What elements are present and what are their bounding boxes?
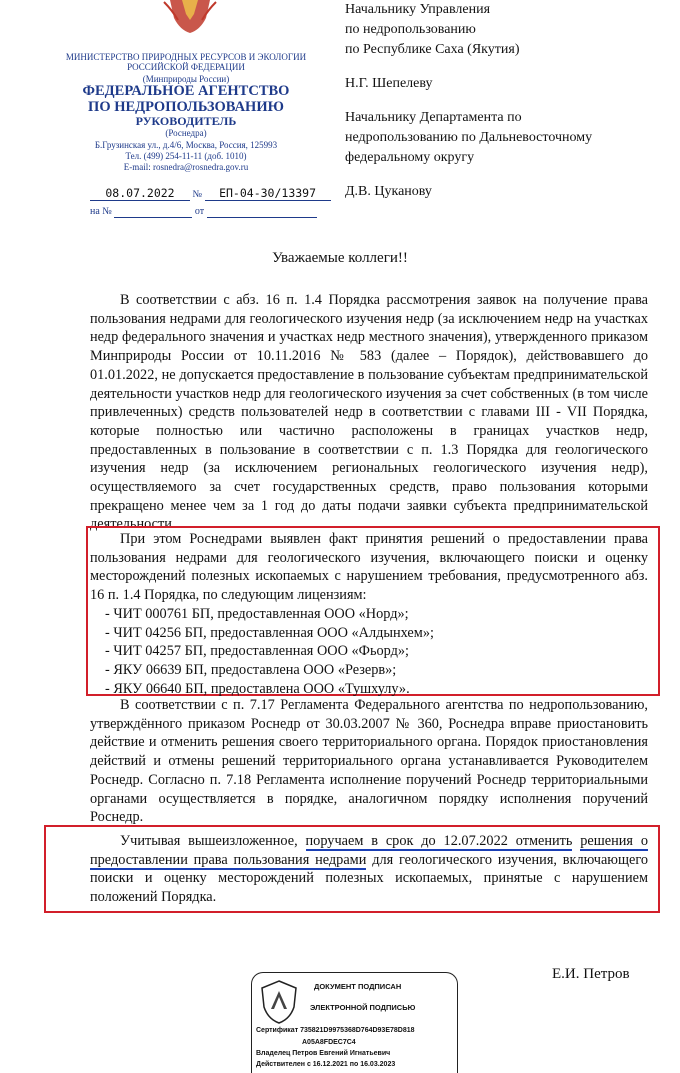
- sender-role: РУКОВОДИТЕЛЬ: [135, 114, 237, 128]
- paragraph-instruction: Учитывая вышеизложенное, поручаем в срок до 12.07.2022 отменить решения о предоставлении права пользования недрами для геологического изучения, включающего поиски и оценку месторождений полезных ископаемых, принятые с нарушением положений Порядка.: [90, 833, 648, 906]
- stamp-owner: Владелец Петров Евгений Игнатьевич: [256, 1050, 391, 1057]
- registration-date: 08.07.2022: [90, 186, 190, 201]
- addressee-1: Начальнику Управления по недропользованию по Республике Саха (Якутия): [345, 2, 520, 57]
- stamp-title-2: ЭЛЕКТРОННОЙ ПОДПИСЬЮ: [310, 1003, 416, 1012]
- ministry-short-name: (Минприроды России): [142, 74, 230, 84]
- agency-phone: Тел. (499) 254-11-11 (доб. 1010): [125, 151, 247, 161]
- underlined-decision: решения о предоставлении права пользования недрами: [90, 833, 648, 868]
- electronic-signature-stamp: [251, 972, 458, 1073]
- underlined-deadline: поручаем в срок до 12.07.2022 отменить: [305, 833, 573, 849]
- agency-name: ФЕДЕРАЛЬНОЕ АГЕНТСТВО ПО НЕДРОПОЛЬЗОВАНИЮ: [82, 83, 290, 115]
- list-item: - ЧИТ 04256 БП, предоставленная ООО «Алдынхем»;: [105, 624, 434, 641]
- addressee-2: Начальнику Департамента по недропользованию по Дальневосточному федеральному округу: [345, 110, 593, 165]
- agency-address: Б.Грузинская ул., д.4/6, Москва, Россия, 125993: [94, 140, 278, 150]
- coat-of-arms-icon: [160, 0, 220, 34]
- agency-short-name: (Роснедра): [165, 128, 207, 138]
- reference-line: [90, 206, 317, 218]
- list-item: - ЧИТ 04257 БП, предоставленная ООО «Фьорд»;: [105, 643, 409, 660]
- paragraph-legal-basis: В соответствии с абз. 16 п. 1.4 Порядка рассмотрения заявок на получение права пользования недрами для геологического изучения недр (за исключением недр на участках недр федерального значения и участках недр местного значения), утвержденного приказом Минприроды России от 10.11.2016 № 583 (далее – Порядок), действовавшего до 01.01.2022, не допускается предоставление в пользование субъектам предпринимательской деятельности участков недр для геологического изучения за счет собственных (в том числе привлеченных) средств пользователей недр в соответствии с главами III - VII Порядка, которые полностью или частично расположены в границах участков недр, предоставленных в пользование в соответствии с п. 1.3 Порядка для геологического изучения недр (за исключением региональных геологического изучения недр), осуществляемого за счет государственных средств, право пользования которыми прекращено менее чем за 1 год до даты подачи заявки субъекта предпринимательской деятельности.: [90, 292, 648, 533]
- addressee-2-name: Д.В. Цуканову: [345, 184, 432, 199]
- registration-line: [90, 186, 331, 201]
- reference-label: на №: [90, 206, 112, 217]
- list-item: - ЯКУ 06639 БП, предоставлена ООО «Резерв»;: [105, 661, 397, 678]
- reference-from-label: от: [194, 206, 205, 217]
- addressee-1-name: Н.Г. Шепелеву: [345, 76, 433, 91]
- registration-number: ЕП-04-30/13397: [205, 186, 331, 201]
- registration-no-label: №: [192, 189, 203, 200]
- rosnedra-emblem-icon: [258, 979, 300, 1025]
- ministry-name: МИНИСТЕРСТВО ПРИРОДНЫХ РЕСУРСОВ И ЭКОЛОГИИ РОССИЙСКОЙ ФЕДЕРАЦИИ: [65, 52, 307, 73]
- agency-email: E-mail: rosnedra@rosnedra.gov.ru: [123, 162, 249, 172]
- stamp-certificate-cont: A05A8FDEC7C4: [302, 1039, 356, 1046]
- stamp-validity: Действителен с 16.12.2021 по 16.03.2023: [256, 1061, 396, 1068]
- stamp-certificate: Сертификат 735821D9975368D764D93E78D818: [256, 1027, 415, 1034]
- license-list: [90, 605, 648, 699]
- stamp-title-1: ДОКУМЕНТ ПОДПИСАН: [314, 982, 402, 991]
- salutation: Уважаемые коллеги!!: [272, 250, 408, 266]
- list-item: - ЯКУ 06640 БП, предоставлена ООО «Тушхулу».: [105, 680, 410, 697]
- list-item: - ЧИТ 000761 БП, предоставленная ООО «Норд»;: [105, 605, 409, 622]
- signatory-name: Е.И. Петров: [552, 966, 630, 982]
- paragraph-violations: При этом Роснедрами выявлен факт принятия решений о предоставлении права пользования недрами для геологического изучения, включающего поиски и оценку месторождений полезных ископаемых с нарушением требования, предусмотренного абз. 16 п. 1.4 Порядка, по следующим лицензиям: - ЧИТ 000761 БП, предоставленная ООО «Норд»; - ЧИТ 04256 БП, предоставленная ООО «Алдынхем»; - ЧИТ 04257 БП, предоставленная ООО «Фьорд»; - ЯКУ 06639 БП, предоставлена ООО «Резерв»; - ЯКУ 06640 БП, предоставлена ООО «Тушхулу».: [90, 531, 648, 697]
- paragraph-regulation: В соответствии с п. 7.17 Регламента Федерального агентства по недропользованию, утверждённого приказом Роснедр от 30.03.2007 № 360, Роснедра вправе приостановить действие и отменить решения своего территориального органа. Порядок приостановления действий и отмены решений территориального органа устанавливается Руководителем Роснедр. Согласно п. 7.18 Регламента исполнение поручений Роснедр территориальными органами осуществляется в порядке, аналогичном порядку исполнения поручений Роснедр.: [90, 697, 648, 826]
